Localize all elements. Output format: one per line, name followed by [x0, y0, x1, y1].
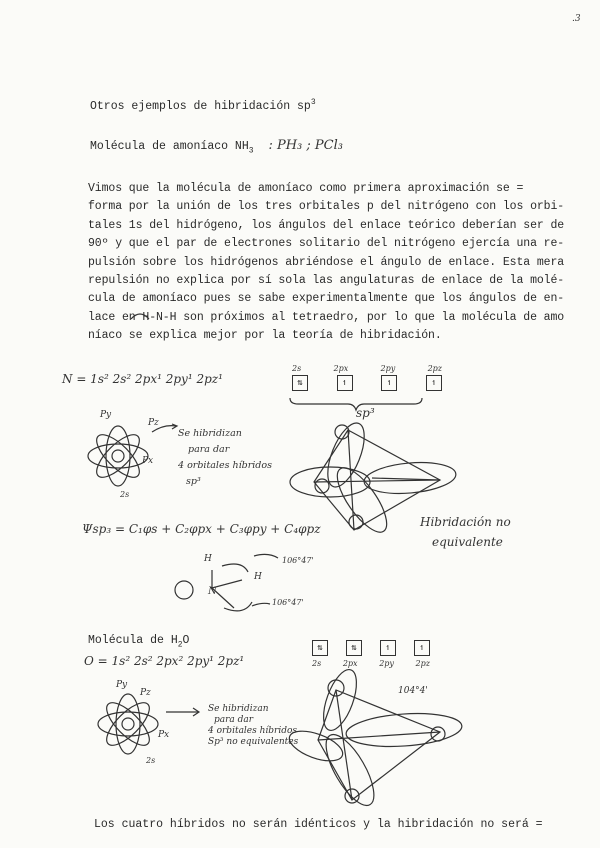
- note-line: para dar: [188, 444, 230, 455]
- note-line: Hibridación no: [420, 515, 511, 529]
- water-angle: 104°4': [398, 686, 428, 696]
- n-label-2s: 2s: [120, 490, 130, 499]
- title-sup: 3: [310, 98, 316, 107]
- note-line: para dar: [214, 715, 254, 725]
- paragraph-line: forma por la unión de los tres orbitales p del nitrógeno con los orbi-: [88, 200, 565, 214]
- nh3-label-h1: H: [204, 554, 212, 564]
- note-line: Sp³ no equivalentes: [208, 737, 299, 747]
- o-label-pz: Pz: [140, 688, 151, 698]
- paragraph-line: Vimos que la molécula de amoníaco como primera aproximación se =: [88, 182, 524, 195]
- paragraph-line: níaco se explica mejor por la teoría de hibridación.: [88, 329, 442, 343]
- n-box-2pz: ↿: [426, 375, 442, 391]
- n-sp3-label: sp³: [356, 406, 375, 420]
- o-label-2s: 2s: [146, 756, 156, 765]
- n-box-2s: ⇅: [292, 375, 308, 391]
- nh3-label-h2: H: [254, 572, 262, 582]
- paragraph-line: cula de amoníaco pues se sabe experimentalmente que los ángulos de en-: [88, 292, 565, 306]
- o-label-px: Px: [158, 730, 170, 740]
- paragraph-line: tales 1s del hidrógeno, los ángulos del enlace teórico deberían ser de: [88, 218, 565, 232]
- water-heading-text: Molécula de H: [88, 634, 178, 647]
- oxygen-config: O = 1s² 2s² 2px² 2py¹ 2pz¹: [84, 654, 245, 668]
- n-box-label: 2s: [292, 364, 302, 373]
- nitrogen-config: N = 1s² 2s² 2px¹ 2py¹ 2pz¹: [62, 372, 223, 386]
- water-tetrahedral-drawing: [286, 665, 463, 812]
- n-label-px: Px: [142, 456, 154, 466]
- bottom-line: Los cuatro híbridos no serán idénticos y la hibridación no será =: [94, 818, 543, 831]
- paragraph-line: 90º y que el par de electrones solitario del nitrógeno ejercía una re-: [88, 237, 565, 251]
- n-box-label: 2py: [380, 364, 396, 373]
- o-orbital-flower: [98, 694, 158, 754]
- o-box-2pz: ↿: [414, 640, 430, 656]
- n-orbital-flower: [88, 426, 148, 486]
- ammonia-heading-text: Molécula de amoníaco NH: [90, 140, 249, 153]
- page-corner-mark: .3: [572, 14, 581, 24]
- o-box-2s: ⇅: [312, 640, 328, 656]
- water-heading-tail: O: [182, 634, 190, 647]
- wavefunction: Ψsp₃ = C₁φs + C₂φpx + C₃φpy + C₄φpz: [82, 522, 321, 536]
- n-box-2px: ↿: [337, 375, 353, 391]
- o-box-label: 2pz: [415, 659, 430, 668]
- n-box-label: 2pz: [427, 364, 442, 373]
- o-box-label: 2px: [342, 659, 358, 668]
- angle-label-top: 106°47': [282, 556, 314, 565]
- paragraph-line: pulsión sobre los hidrógenos abriéndose el ángulo de enlace. Esta mera: [88, 255, 565, 269]
- nh3-angle-drawing: [175, 554, 278, 611]
- paragraph-line: lace en H-N-H son próximos al tetraedro, por lo que la molécula de amo: [88, 310, 565, 324]
- note-line: equivalente: [432, 535, 503, 549]
- o-box-2px: ⇅: [346, 640, 362, 656]
- ammonia-heading-handwritten: : PH₃ ; PCl₃: [268, 138, 343, 153]
- note-line: sp³: [186, 476, 201, 487]
- sp3-brace: [290, 398, 422, 410]
- note-line: 4 orbitales híbridos: [178, 460, 272, 471]
- paragraph-line: repulsión no explica por sí sola las angulaturas de enlace de la molé-: [88, 274, 565, 288]
- n-box-2py: ↿: [381, 375, 397, 391]
- note-line: Se hibridizan: [208, 704, 269, 714]
- note-line: Se hibridizan: [178, 428, 242, 439]
- nh3-tetrahedral-drawing: [290, 418, 457, 539]
- o-box-2py: ↿: [380, 640, 396, 656]
- n-label-pz: Pz: [148, 418, 159, 428]
- ammonia-heading-sub: 3: [248, 146, 254, 156]
- water-heading-sub: 2: [177, 640, 183, 650]
- o-box-label: 2s: [312, 659, 322, 668]
- nh3-label-n: N: [208, 586, 217, 597]
- n-box-label: 2px: [333, 364, 349, 373]
- n-label-py: Py: [100, 410, 112, 420]
- angle-label-bottom: 106°47': [272, 598, 304, 607]
- o-label-py: Py: [116, 680, 128, 690]
- o-box-label: 2py: [379, 659, 394, 668]
- title-text: Otros ejemplos de hibridación sp: [90, 99, 311, 113]
- hnh-arc: [131, 314, 149, 319]
- note-line: 4 orbitales híbridos: [208, 726, 298, 736]
